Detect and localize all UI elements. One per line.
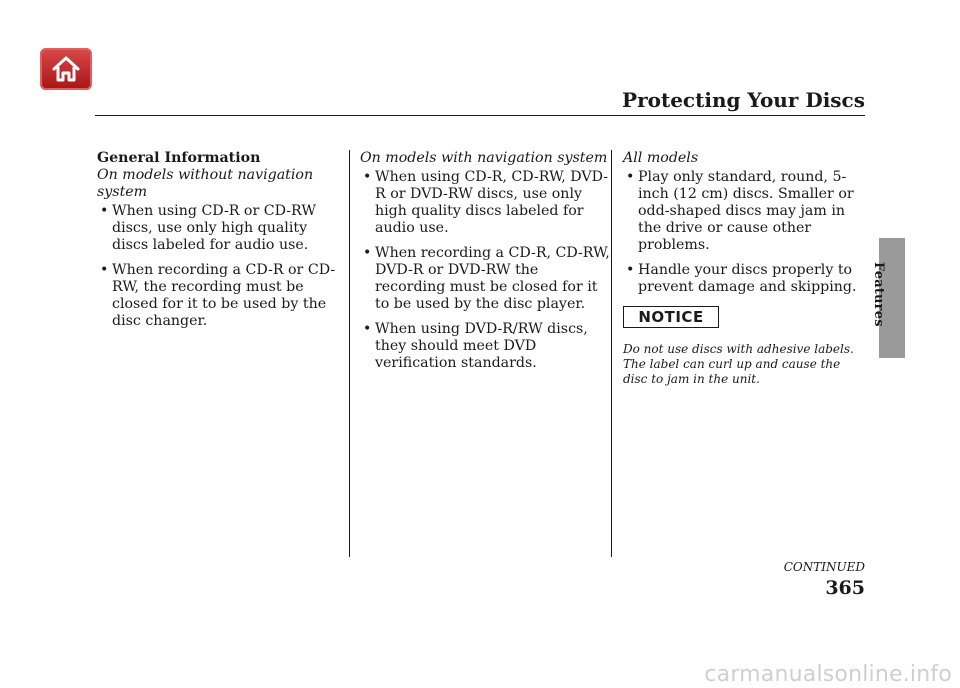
- bullet-list: [97, 203, 337, 330]
- section-heading: General Information: [97, 150, 261, 166]
- section-subheading: On models without navigation system: [97, 167, 314, 200]
- column-general-information: [97, 150, 337, 338]
- watermark: carmanualsonline.info: [704, 662, 952, 687]
- column-divider: [349, 150, 350, 557]
- column-all-models: [623, 150, 863, 387]
- list-item: • Handle your discs properly to prevent damage and skipping.: [623, 262, 863, 296]
- notice-label: NOTICE: [623, 306, 719, 328]
- section-tab-label: Features: [871, 262, 886, 327]
- title-divider: [95, 115, 865, 116]
- bullet-list: [623, 169, 863, 296]
- page-number: 365: [825, 577, 865, 599]
- home-icon: [51, 55, 81, 83]
- list-item: • When using CD-R, CD-RW, DVD-R or DVD-RW discs, use only high quality discs labeled for audio use.: [360, 169, 610, 237]
- list-item: • Play only standard, round, 5-inch (12 cm) discs. Smaller or odd-shaped discs may jam in the drive or cause other problems.: [623, 169, 863, 254]
- continued-label: CONTINUED: [783, 560, 865, 574]
- section-subheading: On models with navigation system: [360, 150, 608, 166]
- column-divider: [611, 150, 612, 557]
- list-item: • When using DVD-R/RW discs, they should meet DVD verification standards.: [360, 321, 610, 372]
- list-item: • When recording a CD-R, CD-RW, DVD-R or DVD-RW the recording must be closed for it to be used by the disc player.: [360, 245, 610, 313]
- home-button[interactable]: [40, 48, 92, 90]
- notice-text: Do not use discs with adhesive labels. The label can curl up and cause the disc to jam in the unit.: [623, 342, 854, 386]
- column-navigation-models: [360, 150, 610, 380]
- section-subheading: All models: [623, 150, 699, 166]
- page-title: Protecting Your Discs: [622, 88, 865, 112]
- list-item: • When using CD-R or CD-RW discs, use only high quality discs labeled for audio use.: [97, 203, 337, 254]
- list-item: • When recording a CD-R or CD-RW, the recording must be closed for it to be used by the disc changer.: [97, 262, 337, 330]
- bullet-list: [360, 169, 610, 372]
